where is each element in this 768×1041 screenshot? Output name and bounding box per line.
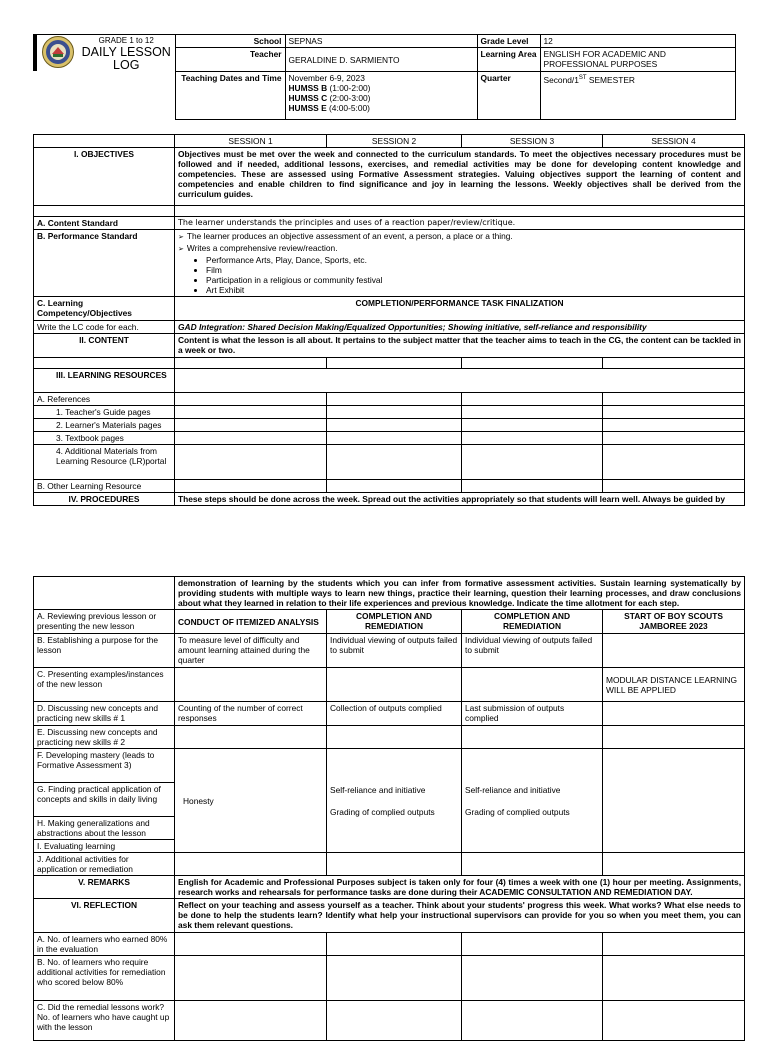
merged-cell-session4 — [603, 749, 745, 853]
step-label: F. Developing mastery (leads to Formative Assessment 3) — [34, 749, 175, 783]
quarter-label: Quarter — [477, 72, 540, 120]
ref-item: 1. Teacher's Guide pages — [34, 406, 175, 419]
reflection-question: C. Did the remedial lessons work? No. of learners who have caught up with the lesson — [34, 1001, 175, 1041]
step-label: C. Presenting examples/instances of the new lesson — [34, 668, 175, 702]
objectives-label: I. OBJECTIVES — [34, 148, 175, 206]
performance-standard-text — [175, 230, 745, 297]
lc-code-note: Write the LC code for each. — [34, 321, 175, 334]
grade-span: GRADE 1 to 12 — [98, 36, 154, 45]
perf-subitem: • Film — [206, 265, 741, 275]
step-cell: CONDUCT OF ITEMIZED ANALYSIS — [175, 610, 327, 634]
section-line: HUMSS E (4:00-5:00) — [288, 103, 370, 113]
procedures-continued: demonstration of learning by the students which you can infer from formative assessment activities. Sustain learning systematically by providing students with multiple ways to learn new things, practice their learning, question their learning processes, and draw conclusions about what they learned in relation to their life experiences and previous knowledge. Indicate the time allotment for each step. — [175, 577, 745, 610]
reflection-question: A. No. of learners who earned 80% in the evaluation — [34, 933, 175, 956]
dates-label: Teaching Dates and Time — [175, 72, 285, 120]
quarter-value: Second/1ST SEMESTER — [540, 72, 735, 120]
ref-item: 2. Learner's Materials pages — [34, 419, 175, 432]
step-label: I. Evaluating learning — [34, 840, 175, 853]
other-resource-label: B. Other Learning Resource — [34, 480, 175, 493]
step-label: D. Discussing new concepts and practicing new skills # 1 — [34, 702, 175, 726]
objectives-text: Objectives must be met over the week and connected to the curriculum standards. To meet the objectives necessary procedures must be followed and if needed, additional lessons, exercises, and remedial activities may be done for developing content knowledge and competencies. These are assessed using Formative Assessment strategies. Valuing objectives support the learning of content and competencies and enable children to find significance and joy in learning the lessons. Weekly objectives shall be derived from the curriculum guides. — [175, 148, 745, 206]
merged-cell-session2: Self-reliance and initiative Grading of complied outputs — [327, 749, 462, 853]
content-label: II. CONTENT — [34, 334, 175, 358]
step-cell: To measure level of difficulty and amount learning attained during the quarter — [175, 634, 327, 668]
content-text: Content is what the lesson is all about. It pertains to the subject matter that the teacher aims to teach in the CG, the content can be tackled in a week or two. — [175, 334, 745, 358]
step-label: G. Finding practical application of concepts and skills in daily living — [34, 783, 175, 817]
step-label: H. Making generalizations and abstractions about the lesson — [34, 817, 175, 840]
step-label: E. Discussing new concepts and practicing new skills # 2 — [34, 726, 175, 749]
section-line: HUMSS C (2:00-3:00) — [288, 93, 371, 103]
procedures-text: These steps should be done across the week. Spread out the activities appropriately so that students will learn well. Always be guided by — [175, 493, 745, 506]
title-line1: DAILY LESSON — [81, 45, 171, 59]
step-cell: Individual viewing of outputs failed to submit — [327, 634, 462, 668]
perf-subitem: • Participation in a religious or community festival — [206, 275, 741, 285]
competency-text: COMPLETION/PERFORMANCE TASK FINALIZATION — [175, 297, 745, 321]
teacher-label: Teacher — [175, 48, 285, 72]
reflection-label: VI. REFLECTION — [34, 899, 175, 933]
grade-level-value: 12 — [540, 35, 735, 48]
dll-title-block — [37, 35, 175, 120]
dates-value: November 6-9, 2023 — [288, 73, 365, 83]
content-standard-label: A. Content Standard — [34, 217, 175, 230]
dll-table-page1 — [33, 134, 745, 506]
ref-item: 4. Additional Materials from Learning Resource (LR)portal — [34, 445, 175, 480]
procedures-label: IV. PROCEDURES — [34, 493, 175, 506]
header-table — [37, 34, 736, 120]
teacher-value: GERALDINE D. SARMIENTO — [285, 48, 477, 72]
step-cell: COMPLETION AND REMEDIATION — [327, 610, 462, 634]
merged-cell-session3: Self-reliance and initiative Grading of complied outputs — [462, 749, 603, 853]
perf-item: ➢ Writes a comprehensive review/reaction. — [188, 243, 741, 255]
step-cell: Last submission of outputs complied — [462, 702, 603, 726]
grade-level-label: Grade Level — [477, 35, 540, 48]
step-label: J. Additional activities for application or remediation — [34, 853, 175, 876]
blank-corner — [34, 135, 175, 148]
learning-resources-label: III. LEARNING RESOURCES — [34, 369, 175, 393]
school-value: SEPNAS — [285, 35, 477, 48]
dll-table-page2 — [33, 576, 745, 1041]
step-label: A. Reviewing previous lesson or presenting the new lesson — [34, 610, 175, 634]
reflection-text: Reflect on your teaching and assess yourself as a teacher. Think about your students' progress this week. What works? What else needs to be done to help the students learn? Identify what help your instructional supervisors can provide for you so when you meet them, you can ask them relevant questions. — [175, 899, 745, 933]
competency-label: C. Learning Competency/Objectives — [34, 297, 175, 321]
session-header: SESSION 1 — [175, 135, 327, 148]
remarks-text: English for Academic and Professional Purposes subject is taken only for four (4) times a week with one (1) hour per meeting. Assignments, research works and rehearsals for performance tasks are done during their ACADEMIC CONSULTATION AND REMEDIATION DAY. — [175, 876, 745, 899]
step-cell: Collection of outputs complied — [327, 702, 462, 726]
step-cell: COMPLETION AND REMEDIATION — [462, 610, 603, 634]
step-cell: Counting of the number of correct responses — [175, 702, 327, 726]
dates-cell — [285, 72, 477, 120]
section-line: HUMSS B (1:00-2:00) — [288, 83, 371, 93]
learning-area-value: ENGLISH FOR ACADEMIC AND PROFESSIONAL PURPOSES — [540, 48, 735, 72]
gad-integration: GAD Integration: Shared Decision Making/Equalized Opportunities; Showing initiative, self-reliance and responsibility — [175, 321, 745, 334]
step-cell — [603, 634, 745, 668]
ref-item: 3. Textbook pages — [34, 432, 175, 445]
step-cell — [603, 702, 745, 726]
remarks-label: V. REMARKS — [34, 876, 175, 899]
title-line2: LOG — [113, 58, 140, 72]
reflection-question: B. No. of learners who require additional activities for remediation who scored below 80% — [34, 956, 175, 1001]
session-header: SESSION 4 — [603, 135, 745, 148]
step-cell: START OF BOY SCOUTS JAMBOREE 2023 — [603, 610, 745, 634]
step-label: B. Establishing a purpose for the lesson — [34, 634, 175, 668]
perf-subitem: • Performance Arts, Play, Dance, Sports, etc. — [206, 255, 741, 265]
session-header: SESSION 2 — [327, 135, 462, 148]
school-label: School — [175, 35, 285, 48]
performance-standard-label: B. Performance Standard — [34, 230, 175, 297]
learning-area-label: Learning Area — [477, 48, 540, 72]
references-label: A. References — [34, 393, 175, 406]
step-cell: Individual viewing of outputs failed to submit — [462, 634, 603, 668]
content-standard-text: The learner understands the principles and uses of a reaction paper/review/critique. — [175, 217, 745, 230]
step-cell: MODULAR DISTANCE LEARNING WILL BE APPLIED — [603, 668, 745, 702]
merged-cell-session1: Honesty — [175, 749, 327, 853]
session-header: SESSION 3 — [462, 135, 603, 148]
perf-subitem: • Art Exhibit — [206, 285, 741, 295]
perf-item: ➢ The learner produces an objective assessment of an event, a person, a place or a thing. — [188, 231, 741, 243]
